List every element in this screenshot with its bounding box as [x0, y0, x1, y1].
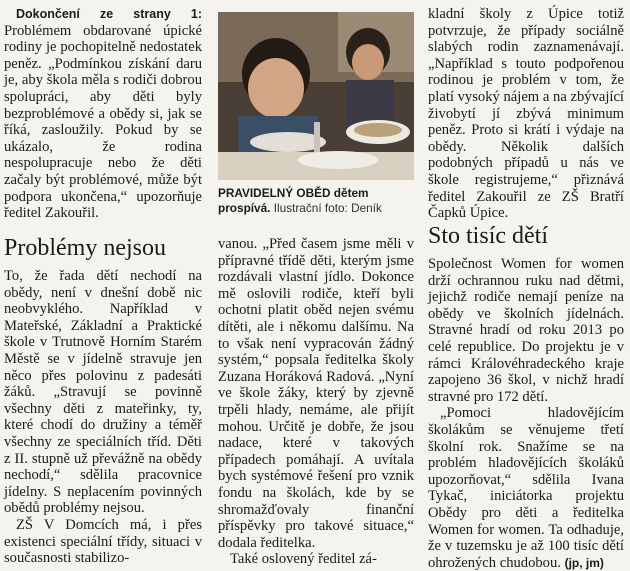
- paragraph-women-for-women: Společnost Women for women drží ochrannou ruku nad dětmi, jejichž rodiče nemají peníze na obědy ve školních jídelnách. Stravné hradí od roku 2013 po celé republice. Do projektu je v rámci Královéhradeckého kraje zapojeno 36 škol, v nichž hradí stravné pro 172 dětí.: [428, 256, 624, 405]
- photo-credit: Ilustrační foto: Deník: [273, 201, 382, 215]
- section-heading-problems-wrap: [4, 234, 202, 262]
- section-heading-sto-tisic: Sto tisíc dětí: [428, 223, 548, 249]
- section-heading-sto-wrap: [428, 222, 624, 250]
- paragraph-trutnov: To, že řada dětí nechodí na obědy, není v dnešní době nic neobvyklého. Například v Mateřské, Základní a Praktické škole v Trutnově Horním Starém Městě se v jídelně stravuje jen něco přes polovinu z padesáti žáků. „Stravují se povinně všechny děti z mateřinky, ty, které chodí do družiny a téměř všechny ze speciálních tříd. Děti z II. stupně už převážně na obědy nechodí,“ sdělila pracovnice jídelny. S neplacením povinných obědů problémy nejsou.: [4, 268, 202, 517]
- paragraph-tykac: [428, 405, 624, 571]
- photo-caption: [218, 186, 414, 216]
- paragraph-upice: kladní školy z Úpice totiž potvrzuje, že případy sociálně slabých rodin zaznamenávají. „Například s touto podpořenou rodinou je problém v tom, že platí vysoký nájem a na zbývající živobytí jí zbývá minimum peněz. Proto si krátí i výdaje na obědy. Několik dalších podobných případů u nás ve škole registrujeme,“ přiznává ředitel Zakouřil ze ZŠ Bratří Čapků Úpice.: [428, 6, 624, 222]
- caption-headline: PRAVIDELNÝ OBĚD dětem prospívá.: [218, 186, 369, 215]
- tykac-text: „Pomoci hladovějícím školákům se věnujeme třetí školní rok. Snažíme se na problém hladovějících školáků upozorňovat,“ sdělila Ivana Tykač, iniciátorka projektu Obědy pro děti a ředitelka Women for women. Ta odhaduje, že v tuzemsku je až 100 tisíc dětí ohrožených chudobou.: [428, 405, 624, 571]
- column-left-body: [4, 268, 202, 567]
- column-right-body: [428, 256, 624, 571]
- paragraph-reditel: Také oslovený ředitel zá-: [230, 551, 377, 568]
- continuation-kicker: Dokončení ze strany 1:: [16, 7, 202, 21]
- column-left: [4, 6, 202, 222]
- author-signature: (jp, jm): [564, 555, 604, 570]
- paragraph-domcich: ZŠ V Domcích má, i přes existenci speciální třídy, situaci v současnosti stabilizo-: [4, 516, 202, 567]
- illustration-photo: [218, 12, 414, 180]
- intro-text: Problémem obdarované úpické rodiny je pochopitelně nedostatek peněz. „Podmínkou získání daru je, aby škola měla s rodiči dobrou spolupráci, aby děti byly bezproblémové a obědy si, jak se říká, zasloužily. Pokud by se ukázalo, že rodina nespolupracuje nebo že děti začaly být problémové, může být podpora ukončena,“ upozorňuje ředitel Zakouřil.: [4, 22, 202, 222]
- column-right: [428, 6, 624, 222]
- paragraph-horakova: vanou. „Před časem jsme měli v přípravné třídě děti, kterým jsme rozdávali vlastní jídlo. Dokonce mě oslovili rodiče, kteří byli ochotni platit oběd nejen svému dítěti, ale i někomu dalšímu. Na to však není vypracován žádný systém,“ popsala ředitelka školy Zuzana Horáková Radová. „Nyní ve škole žáky, který by zjevně trpěli hlady, nemáme, ale přijít mohou. Určitě je dobře, že jsou nadace, které v takových případech pomáhají. A uvítala bych systémové řešení pro vznik fondu na školách, kde by se shromažďovaly finanční příspěvky pro takové situace,“ dodala ředitelka.: [218, 236, 414, 551]
- section-heading-problems: Problémy nejsou: [4, 235, 166, 261]
- column-middle: [218, 236, 414, 568]
- children-eating-photo-image: [218, 12, 414, 180]
- intro-paragraph: [4, 6, 202, 222]
- intro-block: [4, 6, 202, 222]
